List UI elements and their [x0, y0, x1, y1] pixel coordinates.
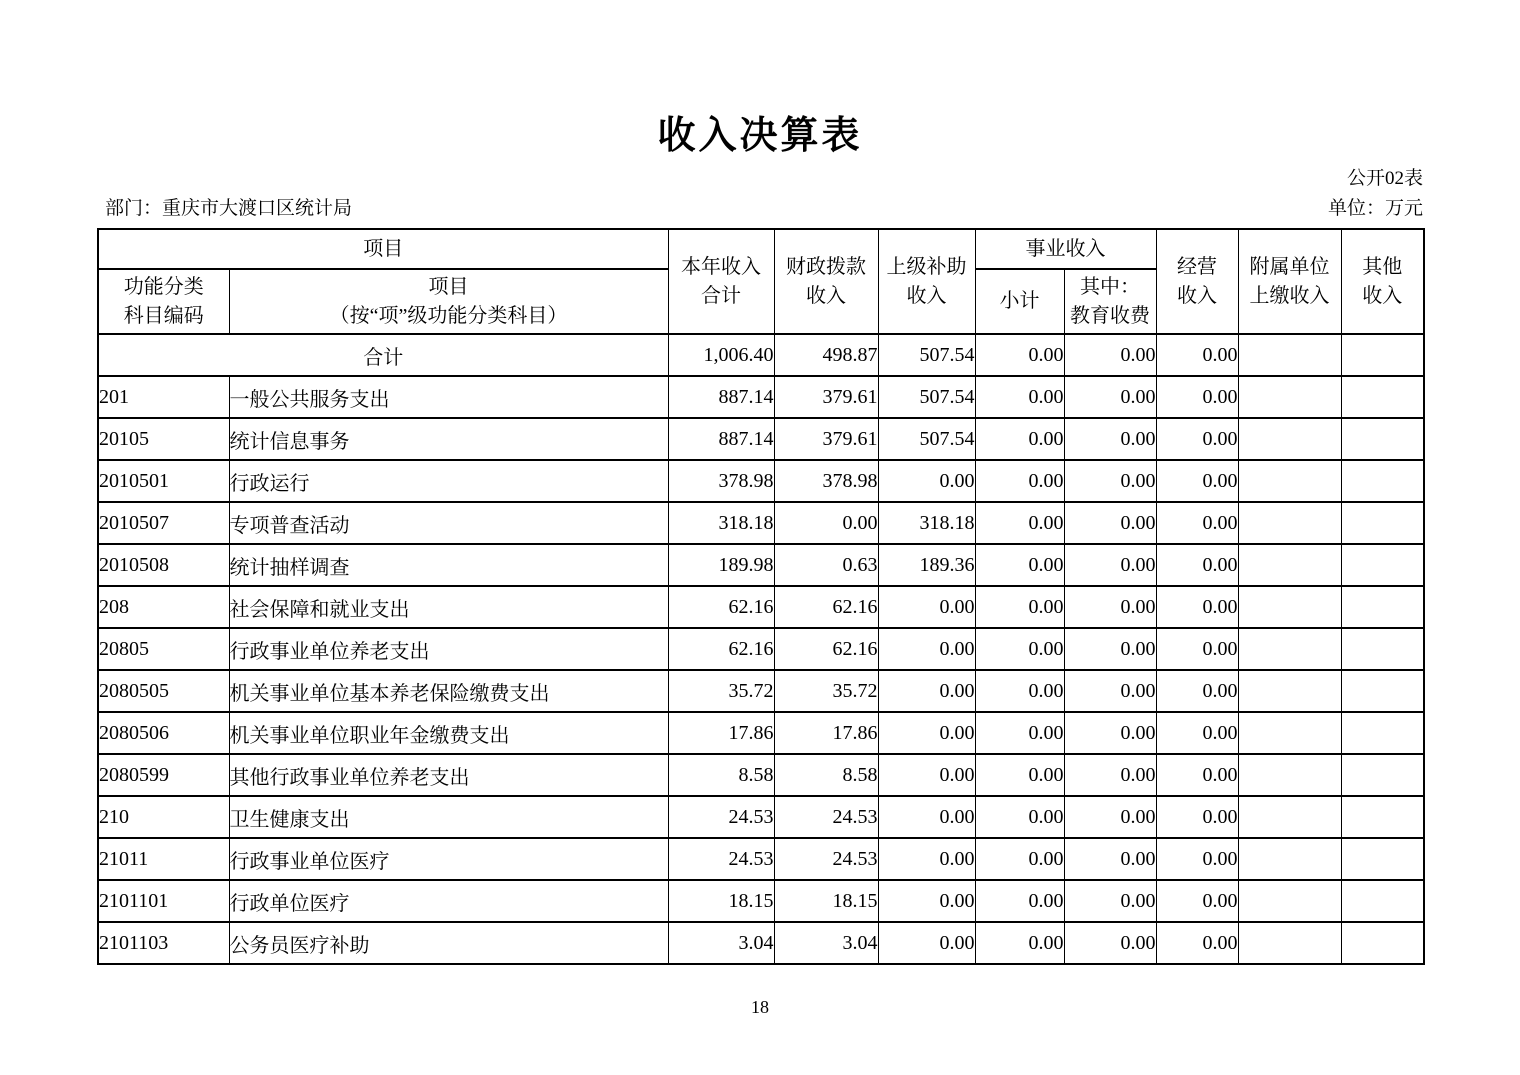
row-value: [1341, 754, 1424, 796]
header-row-1: [98, 229, 1424, 269]
table-body: [98, 334, 1424, 964]
row-value: 0.00: [1064, 754, 1156, 796]
page-title: 收入决算表: [657, 115, 863, 157]
row-code: 2010508: [98, 544, 229, 586]
row-value: 0.00: [975, 418, 1064, 460]
row-value: 0.00: [975, 376, 1064, 418]
row-label: 社会保障和就业支出: [229, 586, 668, 628]
col-header-business-label: 事业收入: [1025, 237, 1106, 260]
row-label: 合计: [98, 334, 668, 376]
col-header-education-line2: 教育收费: [1070, 304, 1150, 327]
row-value: 0.00: [975, 334, 1064, 376]
row-value: 35.72: [774, 670, 878, 712]
row-value: 0.00: [878, 586, 975, 628]
row-value: 24.53: [668, 796, 774, 838]
col-header-education-fees: [1064, 269, 1156, 334]
row-value: 0.00: [1156, 754, 1238, 796]
row-value: 18.15: [668, 880, 774, 922]
row-value: 0.00: [1064, 502, 1156, 544]
row-code: 20805: [98, 628, 229, 670]
col-header-fiscal-line2: 收入: [806, 284, 846, 307]
row-value: 3.04: [668, 922, 774, 964]
table-row: [98, 334, 1424, 376]
row-value: 0.00: [975, 586, 1064, 628]
row-value: 0.00: [1064, 712, 1156, 754]
row-value: 378.98: [774, 460, 878, 502]
row-value: 887.14: [668, 376, 774, 418]
table-row: [98, 670, 1424, 712]
col-header-fiscal-appropriation: [774, 229, 878, 334]
row-label: 专项普查活动: [229, 502, 668, 544]
col-header-operating-line1: 经营: [1177, 255, 1217, 278]
row-label: 统计信息事务: [229, 418, 668, 460]
col-header-superior-line2: 收入: [906, 284, 947, 307]
income-statement-table: [97, 228, 1425, 965]
row-value: [1238, 922, 1341, 964]
col-header-operating-line2: 收入: [1177, 284, 1217, 307]
row-code: 201: [98, 376, 229, 418]
col-header-affiliated-line1: 附属单位: [1249, 255, 1330, 278]
row-label: 其他行政事业单位养老支出: [229, 754, 668, 796]
col-header-item-name: [229, 269, 668, 334]
row-value: 0.00: [1064, 838, 1156, 880]
row-label: 机关事业单位职业年金缴费支出: [229, 712, 668, 754]
row-value: 0.00: [1156, 838, 1238, 880]
row-value: [1341, 628, 1424, 670]
row-value: 0.00: [1064, 796, 1156, 838]
row-value: 0.00: [1064, 418, 1156, 460]
row-value: 498.87: [774, 334, 878, 376]
table-row: [98, 544, 1424, 586]
col-header-subtotal: [975, 269, 1064, 334]
row-value: 0.00: [1156, 418, 1238, 460]
row-value: [1238, 754, 1341, 796]
row-value: [1238, 544, 1341, 586]
row-value: 507.54: [878, 418, 975, 460]
row-value: 0.00: [878, 880, 975, 922]
col-header-annual-total-line1: 本年收入: [681, 255, 761, 278]
row-value: [1341, 670, 1424, 712]
row-label: 卫生健康支出: [229, 796, 668, 838]
row-value: 17.86: [668, 712, 774, 754]
col-header-superior-line1: 上级补助: [886, 255, 967, 278]
row-value: [1341, 880, 1424, 922]
row-value: 0.00: [1156, 712, 1238, 754]
row-value: [1238, 628, 1341, 670]
table-row: [98, 796, 1424, 838]
row-label: 行政运行: [229, 460, 668, 502]
col-header-subtotal-label: 小计: [999, 290, 1040, 312]
col-header-function-code-line1: 功能分类: [123, 275, 204, 298]
row-value: 0.00: [1156, 334, 1238, 376]
row-value: 0.00: [975, 796, 1064, 838]
row-value: [1341, 334, 1424, 376]
col-header-other-line2: 收入: [1362, 284, 1403, 307]
col-header-annual-total-line2: 合计: [701, 284, 741, 307]
col-header-function-code: [98, 269, 229, 334]
col-header-project: [98, 229, 668, 269]
col-header-annual-total: [668, 229, 774, 334]
table-code-label: 公开02表: [1346, 168, 1423, 189]
row-value: [1341, 502, 1424, 544]
row-label: 公务员医疗补助: [229, 922, 668, 964]
table-row: [98, 418, 1424, 460]
row-label: 机关事业单位基本养老保险缴费支出: [229, 670, 668, 712]
row-value: [1238, 880, 1341, 922]
col-header-project-label: 项目: [363, 237, 404, 260]
row-code: 2080505: [98, 670, 229, 712]
row-value: [1341, 712, 1424, 754]
row-value: 887.14: [668, 418, 774, 460]
row-value: [1238, 460, 1341, 502]
row-value: 0.00: [1156, 376, 1238, 418]
row-value: 318.18: [668, 502, 774, 544]
row-value: 379.61: [774, 418, 878, 460]
row-label: 行政单位医疗: [229, 880, 668, 922]
table-row: [98, 712, 1424, 754]
table-row: [98, 754, 1424, 796]
col-header-item-name-line1: 项目: [428, 275, 469, 298]
row-value: 0.00: [1156, 586, 1238, 628]
row-value: 0.00: [975, 712, 1064, 754]
table-row: [98, 838, 1424, 880]
row-value: 318.18: [878, 502, 975, 544]
row-value: 0.00: [1064, 586, 1156, 628]
row-value: [1341, 838, 1424, 880]
row-value: 0.00: [975, 502, 1064, 544]
row-value: 0.00: [1156, 628, 1238, 670]
row-value: 0.00: [1156, 922, 1238, 964]
row-label: 行政事业单位养老支出: [229, 628, 668, 670]
row-code: 2080506: [98, 712, 229, 754]
row-value: [1238, 712, 1341, 754]
row-value: 0.00: [878, 670, 975, 712]
table-row: [98, 628, 1424, 670]
table-row: [98, 880, 1424, 922]
row-value: 35.72: [668, 670, 774, 712]
row-value: [1238, 502, 1341, 544]
row-value: 0.00: [1156, 502, 1238, 544]
table-row: [98, 922, 1424, 964]
row-value: [1238, 334, 1341, 376]
col-header-superior-subsidy: [878, 229, 975, 334]
row-value: 0.00: [975, 838, 1064, 880]
row-value: 379.61: [774, 376, 878, 418]
row-value: 0.00: [1156, 796, 1238, 838]
row-value: 62.16: [668, 586, 774, 628]
meta-line: [105, 193, 1423, 220]
row-value: 0.00: [878, 838, 975, 880]
row-value: 0.00: [975, 544, 1064, 586]
row-code: 2010507: [98, 502, 229, 544]
row-value: 62.16: [774, 628, 878, 670]
row-value: [1341, 586, 1424, 628]
row-value: 0.00: [975, 670, 1064, 712]
row-value: 24.53: [774, 838, 878, 880]
col-header-operating-income: [1156, 229, 1238, 334]
row-value: 0.00: [774, 502, 878, 544]
row-value: 0.00: [1156, 880, 1238, 922]
row-value: 189.36: [878, 544, 975, 586]
row-label: 一般公共服务支出: [229, 376, 668, 418]
row-value: 0.00: [878, 460, 975, 502]
row-code: 2080599: [98, 754, 229, 796]
row-value: 0.00: [1156, 544, 1238, 586]
row-value: 62.16: [774, 586, 878, 628]
row-value: 0.00: [975, 754, 1064, 796]
table-row: [98, 586, 1424, 628]
row-value: [1341, 418, 1424, 460]
row-value: [1341, 376, 1424, 418]
col-header-business-income: [975, 229, 1156, 269]
row-value: 189.98: [668, 544, 774, 586]
row-value: 0.00: [878, 712, 975, 754]
row-value: 507.54: [878, 376, 975, 418]
row-value: [1341, 796, 1424, 838]
row-label: 统计抽样调查: [229, 544, 668, 586]
page-number: 18: [751, 997, 769, 1017]
row-value: 0.00: [1064, 544, 1156, 586]
row-value: 0.00: [1064, 628, 1156, 670]
row-value: 8.58: [668, 754, 774, 796]
row-value: [1238, 376, 1341, 418]
row-value: 0.00: [975, 880, 1064, 922]
col-header-function-code-line2: 科目编码: [123, 304, 204, 327]
col-header-education-line1: 其中：: [1080, 275, 1140, 298]
row-code: 210: [98, 796, 229, 838]
row-code: 208: [98, 586, 229, 628]
row-value: 0.00: [1064, 922, 1156, 964]
row-value: 0.00: [975, 922, 1064, 964]
row-value: [1341, 544, 1424, 586]
row-value: 3.04: [774, 922, 878, 964]
row-code: 20105: [98, 418, 229, 460]
col-header-other-line1: 其他: [1362, 255, 1403, 278]
row-label: 行政事业单位医疗: [229, 838, 668, 880]
row-value: [1341, 460, 1424, 502]
row-value: 0.00: [1064, 670, 1156, 712]
row-value: 0.00: [878, 628, 975, 670]
department-label: 部门：重庆市大渡口区统计局: [105, 198, 353, 219]
row-value: 24.53: [668, 838, 774, 880]
row-value: [1238, 418, 1341, 460]
col-header-item-name-line2: （按“项”级功能分类科目）: [329, 304, 568, 327]
table-row: [98, 502, 1424, 544]
table-row: [98, 460, 1424, 502]
row-code: 2101103: [98, 922, 229, 964]
row-value: 8.58: [774, 754, 878, 796]
table-row: [98, 376, 1424, 418]
col-header-fiscal-line1: 财政拨款: [786, 255, 866, 278]
row-value: 18.15: [774, 880, 878, 922]
row-code: 2010501: [98, 460, 229, 502]
row-value: 17.86: [774, 712, 878, 754]
row-value: 0.00: [878, 796, 975, 838]
row-value: [1238, 586, 1341, 628]
col-header-affiliated-income: [1238, 229, 1341, 334]
row-value: 378.98: [668, 460, 774, 502]
row-value: 0.00: [1156, 460, 1238, 502]
row-value: 507.54: [878, 334, 975, 376]
col-header-affiliated-line2: 上缴收入: [1249, 284, 1330, 307]
row-value: 1,006.40: [668, 334, 774, 376]
row-value: 0.00: [1064, 460, 1156, 502]
row-value: 0.00: [878, 922, 975, 964]
row-value: 0.00: [1156, 670, 1238, 712]
row-value: 0.00: [1064, 880, 1156, 922]
row-value: 0.63: [774, 544, 878, 586]
row-value: 62.16: [668, 628, 774, 670]
row-code: 2101101: [98, 880, 229, 922]
row-value: 24.53: [774, 796, 878, 838]
row-code: 21011: [98, 838, 229, 880]
row-value: 0.00: [878, 754, 975, 796]
row-value: 0.00: [975, 460, 1064, 502]
row-value: 0.00: [975, 628, 1064, 670]
row-value: 0.00: [1064, 376, 1156, 418]
row-value: [1341, 922, 1424, 964]
col-header-other-income: [1341, 229, 1424, 334]
unit-label: 单位：万元: [1327, 198, 1423, 219]
row-value: [1238, 838, 1341, 880]
row-value: [1238, 796, 1341, 838]
row-value: [1238, 670, 1341, 712]
row-value: 0.00: [1064, 334, 1156, 376]
